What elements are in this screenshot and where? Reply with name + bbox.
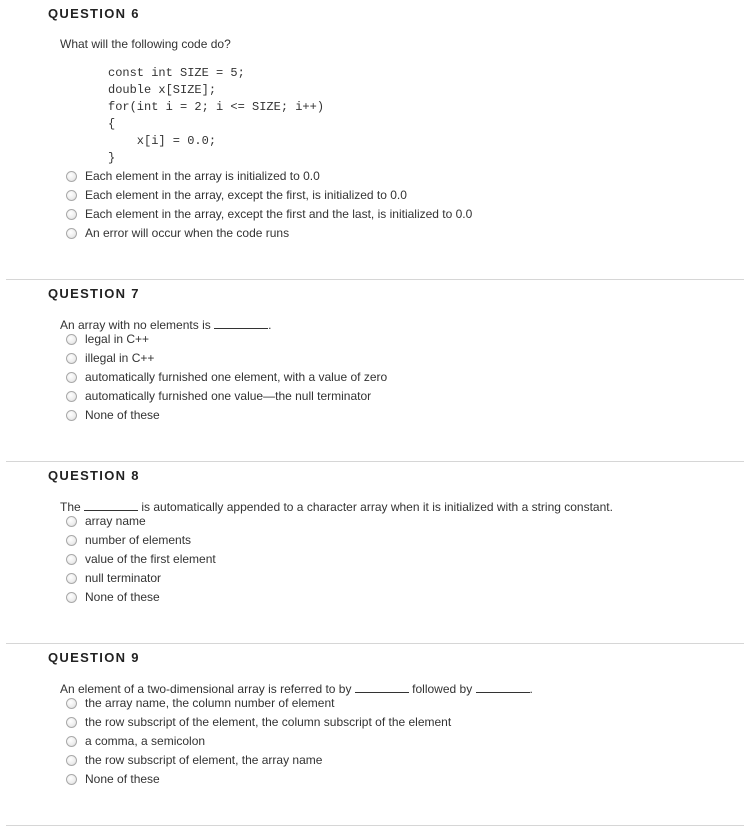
- radio-button[interactable]: [66, 736, 77, 747]
- radio-button[interactable]: [66, 535, 77, 546]
- option-label: null terminator: [85, 571, 162, 585]
- radio-button[interactable]: [66, 554, 77, 565]
- prompt-text: followed by: [412, 682, 473, 696]
- answer-option[interactable]: [66, 770, 160, 789]
- radio-button[interactable]: [66, 228, 77, 239]
- prompt-text: An element of a two-dimensional array is referred to by: [60, 682, 352, 696]
- option-label: array name: [85, 514, 146, 528]
- answer-option[interactable]: [66, 406, 160, 425]
- option-label: None of these: [85, 772, 160, 786]
- question-title: QUESTION 6: [48, 6, 140, 21]
- radio-button[interactable]: [66, 774, 77, 785]
- answer-option[interactable]: [66, 167, 320, 186]
- question-prompt: What will the following code do?: [60, 37, 231, 51]
- answer-option[interactable]: [66, 186, 407, 205]
- question-divider: [6, 461, 744, 462]
- radio-button[interactable]: [66, 190, 77, 201]
- answer-blank: [355, 681, 409, 693]
- radio-button[interactable]: [66, 372, 77, 383]
- radio-button[interactable]: [66, 755, 77, 766]
- answer-blank: [476, 681, 530, 693]
- option-label: Each element in the array is initialized to 0.0: [85, 169, 320, 183]
- answer-option[interactable]: [66, 531, 191, 550]
- option-label: illegal in C++: [85, 351, 155, 365]
- question-divider: [6, 279, 744, 280]
- prompt-text: .: [529, 682, 533, 696]
- radio-button[interactable]: [66, 592, 77, 603]
- radio-button[interactable]: [66, 516, 77, 527]
- answer-option[interactable]: [66, 387, 371, 406]
- option-label: the array name, the column number of element: [85, 696, 335, 710]
- radio-button[interactable]: [66, 171, 77, 182]
- answer-option[interactable]: [66, 732, 205, 751]
- answer-option[interactable]: [66, 550, 216, 569]
- option-label: legal in C++: [85, 332, 150, 346]
- question-title: QUESTION 8: [48, 468, 140, 483]
- radio-button[interactable]: [66, 717, 77, 728]
- option-label: value of the first element: [85, 552, 216, 566]
- answer-option[interactable]: [66, 588, 160, 607]
- answer-option[interactable]: [66, 694, 334, 713]
- radio-button[interactable]: [66, 410, 77, 421]
- radio-button[interactable]: [66, 334, 77, 345]
- question-title: QUESTION 7: [48, 286, 140, 301]
- option-label: automatically furnished one element, with a value of zero: [85, 370, 388, 384]
- radio-button[interactable]: [66, 698, 77, 709]
- code-line: x[i] = 0.0;: [108, 134, 217, 148]
- answer-option[interactable]: [66, 330, 149, 349]
- option-label: Each element in the array, except the first and the last, is initialized to 0.0: [85, 207, 473, 221]
- radio-button[interactable]: [66, 391, 77, 402]
- option-label: automatically furnished one value—the null terminator: [85, 389, 372, 403]
- answer-option[interactable]: [66, 569, 161, 588]
- answer-blank: [214, 317, 268, 329]
- option-label: a comma, a semicolon: [85, 734, 206, 748]
- option-label: None of these: [85, 408, 160, 422]
- prompt-text: The: [60, 500, 81, 514]
- answer-option[interactable]: [66, 751, 322, 770]
- answer-option[interactable]: [66, 224, 289, 243]
- answer-option[interactable]: [66, 368, 387, 387]
- answer-option[interactable]: [66, 713, 451, 732]
- option-label: None of these: [85, 590, 160, 604]
- code-line: const int SIZE = 5;: [108, 66, 245, 80]
- prompt-text: is automatically appended to a character array when it is initialized with a string constant.: [141, 500, 613, 514]
- question-divider: [6, 643, 744, 644]
- question-title: QUESTION 9: [48, 650, 140, 665]
- option-label: Each element in the array, except the first, is initialized to 0.0: [85, 188, 407, 202]
- option-label: the row subscript of the element, the column subscript of the element: [85, 715, 452, 729]
- code-line: double x[SIZE];: [108, 83, 217, 97]
- answer-option[interactable]: [66, 512, 146, 531]
- prompt-text: An array with no elements is: [60, 318, 211, 332]
- option-label: number of elements: [85, 533, 192, 547]
- radio-button[interactable]: [66, 573, 77, 584]
- radio-button[interactable]: [66, 353, 77, 364]
- option-label: the row subscript of element, the array name: [85, 753, 323, 767]
- prompt-text: .: [268, 318, 272, 332]
- question-divider: [6, 825, 744, 826]
- answer-blank: [84, 499, 138, 511]
- code-line: for(int i = 2; i <= SIZE; i++): [108, 100, 325, 114]
- option-label: An error will occur when the code runs: [85, 226, 290, 240]
- code-line: }: [108, 151, 116, 165]
- answer-option[interactable]: [66, 349, 154, 368]
- radio-button[interactable]: [66, 209, 77, 220]
- answer-option[interactable]: [66, 205, 472, 224]
- code-line: {: [108, 117, 116, 131]
